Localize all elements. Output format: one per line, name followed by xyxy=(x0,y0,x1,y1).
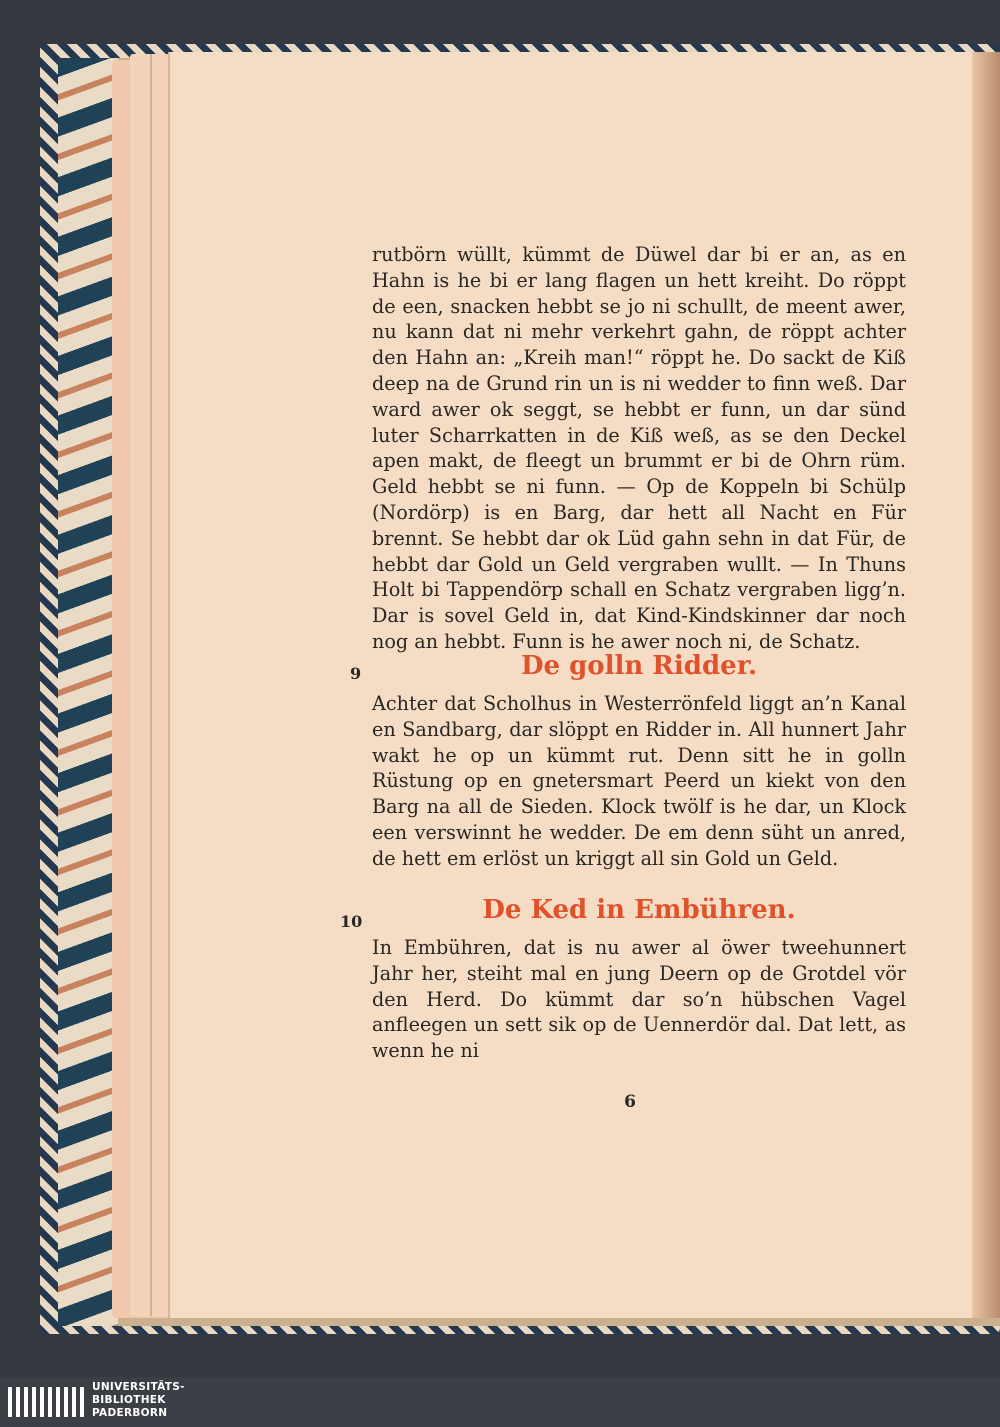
paragraph-text: rutbörn wüllt, kümmt de Düwel dar bi er an, as en Hahn is he bi er lang flagen un hett kreiht. Do röppt de een, snacken hebbt se jo ni schullt, de meent awer, nu kann dat ni mehr verkehrt gahn, de röppt achter den Hahn an: „Kreih man!“ röppt he. Do sackt de Kiß deep na de Grund rin un is ni wedder to finn weß. Dar ward awer ok seggt, se hebbt er funn, un dar sünd luter Scharrkatten in de Kiß weß, as se den Deckel apen makt, de fleegt un brummt er bi de Ohrn rüm. Geld hebbt se ni funn. — Op de Koppeln bi Schülp (Nordörp) is en Barg, dar hett all Nacht en Für brennt. Se hebbt dar ok Lüd gahn sehn in dat Für, de hebbt dar Gold un Geld vergraben wullt. — In Thuns Holt bi Tappendörp schall en Schatz vergraben ligg’n. Dar is sovel Geld in, dat Kind-Kindskinner dar noch nog an hebbt. Funn is he awer noch ni, de Schatz. xyxy=(372,243,906,653)
library-name-line: BIBLIOTHEK xyxy=(92,1394,166,1406)
section-number: 10 xyxy=(340,912,363,931)
page-number: 6 xyxy=(624,1092,636,1112)
section-title: De Ked in Embühren. xyxy=(482,895,796,925)
library-logo-icon xyxy=(6,1383,86,1421)
paragraph-text: In Embühren, dat is nu awer al öwer tweehunnert Jahr her, steiht mal en jung Deern op de Grotdel vör den Herd. Do kümmt dar so’n hübschen Vagel anfleegen un sett sik op de Uennerdör dal. Dat lett, as wenn he ni xyxy=(372,936,906,1063)
paragraph-text: Achter dat Scholhus in Westerrönfeld liggt an’n Kanal en Sandbarg, dar slöppt en Ridder in. All hunnert Jahr wakt he op un kümmt rut. Denn sitt he in golln Rüstung op en gnetersmart Peerd un kiekt von den Barg na all de Sieden. Klock twölf is he dar, un Klock een verswinnt he wedder. De em denn süht un anred, de hett em erlöst un kriggt all sin Gold un Geld. xyxy=(372,692,906,870)
library-name xyxy=(92,1381,185,1420)
section-text xyxy=(372,691,906,872)
paragraph-continued xyxy=(372,242,906,655)
section-text xyxy=(372,935,906,1064)
section-title: De golln Ridder. xyxy=(520,651,758,681)
decorative-endpaper xyxy=(58,58,118,1326)
library-footer xyxy=(0,1377,1000,1427)
section-number: 9 xyxy=(350,664,362,683)
library-name-line: UNIVERSITÄTS- xyxy=(92,1381,185,1393)
page-gutter xyxy=(972,52,1000,1318)
library-name-line: PADERBORN xyxy=(92,1407,168,1419)
